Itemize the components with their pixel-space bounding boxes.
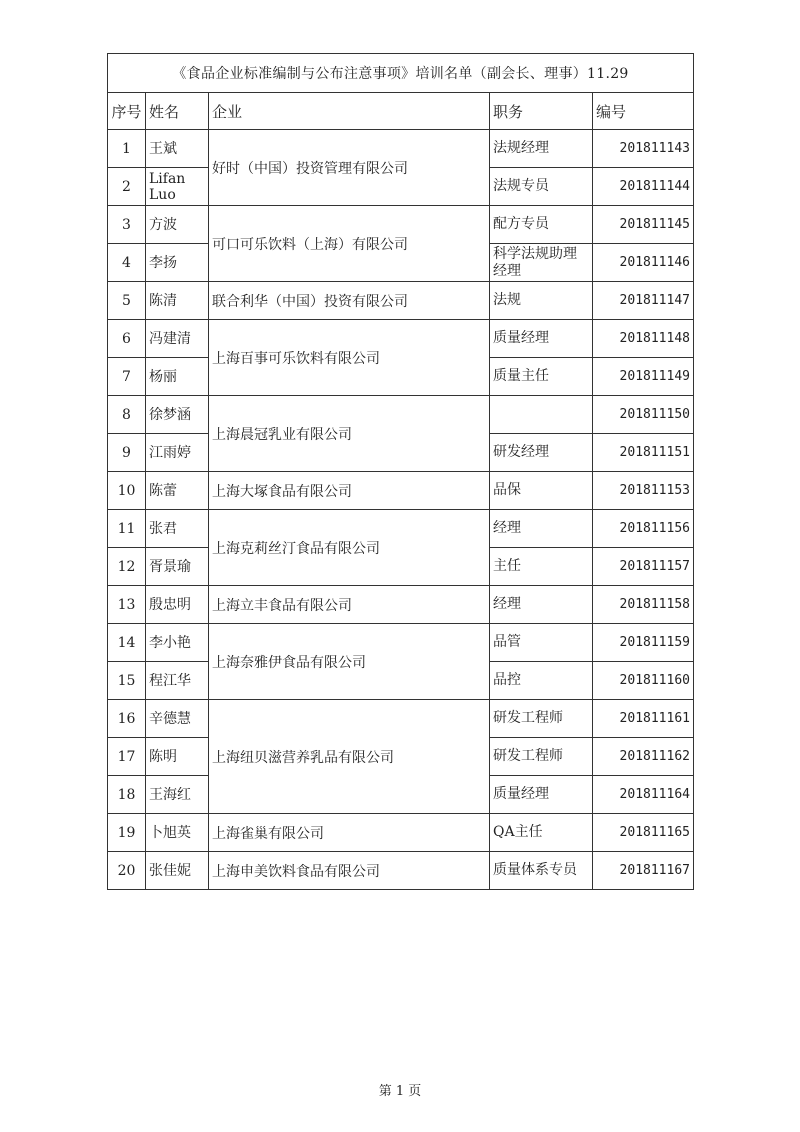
- row-code: 201811157: [593, 548, 694, 586]
- row-company: 上海雀巢有限公司: [209, 814, 490, 852]
- row-name: 李扬: [146, 244, 209, 282]
- row-no: 15: [108, 662, 146, 700]
- row-code: 201811153: [593, 472, 694, 510]
- table-row: [108, 472, 694, 510]
- row-company: 联合利华（中国）投资有限公司: [209, 282, 490, 320]
- row-company: 上海立丰食品有限公司: [209, 586, 490, 624]
- row-name: 徐梦涵: [146, 396, 209, 434]
- row-position: 质量体系专员: [490, 852, 593, 890]
- row-company: 上海百事可乐饮料有限公司: [209, 320, 490, 396]
- row-no: 6: [108, 320, 146, 358]
- row-position: 法规专员: [490, 168, 593, 206]
- row-name: 程江华: [146, 662, 209, 700]
- row-name: 方波: [146, 206, 209, 244]
- row-position: 品保: [490, 472, 593, 510]
- row-code: 201811165: [593, 814, 694, 852]
- row-name: 李小艳: [146, 624, 209, 662]
- table-row: [108, 130, 694, 168]
- row-name: 陈明: [146, 738, 209, 776]
- row-code: 201811150: [593, 396, 694, 434]
- table-row: [108, 624, 694, 662]
- row-position: 质量主任: [490, 358, 593, 396]
- row-no: 12: [108, 548, 146, 586]
- table-row: [108, 852, 694, 890]
- table-row: [108, 320, 694, 358]
- row-no: 3: [108, 206, 146, 244]
- row-company: 上海奈雅伊食品有限公司: [209, 624, 490, 700]
- row-no: 9: [108, 434, 146, 472]
- row-no: 5: [108, 282, 146, 320]
- header-row: [108, 93, 694, 130]
- row-name: 冯建清: [146, 320, 209, 358]
- table-row: [108, 814, 694, 852]
- row-position: 研发经理: [490, 434, 593, 472]
- row-no: 13: [108, 586, 146, 624]
- row-name: 卜旭英: [146, 814, 209, 852]
- row-no: 18: [108, 776, 146, 814]
- row-position: 品管: [490, 624, 593, 662]
- row-no: 17: [108, 738, 146, 776]
- row-position: 研发工程师: [490, 700, 593, 738]
- row-company: 可口可乐饮料（上海）有限公司: [209, 206, 490, 282]
- row-no: 11: [108, 510, 146, 548]
- row-name: 陈蕾: [146, 472, 209, 510]
- row-position: 配方专员: [490, 206, 593, 244]
- row-code: 201811161: [593, 700, 694, 738]
- row-name: 王海红: [146, 776, 209, 814]
- table-row: [108, 396, 694, 434]
- row-position: 品控: [490, 662, 593, 700]
- row-code: 201811146: [593, 244, 694, 282]
- row-no: 7: [108, 358, 146, 396]
- row-position: 法规: [490, 282, 593, 320]
- row-code: 201811147: [593, 282, 694, 320]
- row-code: 201811160: [593, 662, 694, 700]
- table-row: [108, 282, 694, 320]
- row-no: 4: [108, 244, 146, 282]
- table-title: 《食品企业标准编制与公布注意事项》培训名单（副会长、理事）11.29: [108, 54, 694, 93]
- row-no: 16: [108, 700, 146, 738]
- table-row: [108, 510, 694, 548]
- row-code: 201811159: [593, 624, 694, 662]
- row-position: 研发工程师: [490, 738, 593, 776]
- row-position: 科学法规助理经理: [490, 244, 593, 282]
- row-code: 201811145: [593, 206, 694, 244]
- table-row: [108, 700, 694, 738]
- row-position: 法规经理: [490, 130, 593, 168]
- table-row: [108, 206, 694, 244]
- row-code: 201811156: [593, 510, 694, 548]
- row-position: 质量经理: [490, 776, 593, 814]
- row-position: 经理: [490, 510, 593, 548]
- row-code: 201811162: [593, 738, 694, 776]
- row-no: 20: [108, 852, 146, 890]
- row-position: 经理: [490, 586, 593, 624]
- row-code: 201811164: [593, 776, 694, 814]
- row-name: 殷忠明: [146, 586, 209, 624]
- row-company: 上海大塚食品有限公司: [209, 472, 490, 510]
- header-position: 职务: [490, 93, 593, 130]
- row-name: 江雨婷: [146, 434, 209, 472]
- row-company: 上海申美饮料食品有限公司: [209, 852, 490, 890]
- row-no: 10: [108, 472, 146, 510]
- row-name: 杨丽: [146, 358, 209, 396]
- row-name: 王斌: [146, 130, 209, 168]
- row-name: 张佳妮: [146, 852, 209, 890]
- row-no: 19: [108, 814, 146, 852]
- row-code: 201811144: [593, 168, 694, 206]
- row-no: 2: [108, 168, 146, 206]
- row-code: 201811151: [593, 434, 694, 472]
- training-roster-table: [107, 53, 694, 890]
- row-name: 陈清: [146, 282, 209, 320]
- row-no: 14: [108, 624, 146, 662]
- row-name: 辛德慧: [146, 700, 209, 738]
- header-code: 编号: [593, 93, 694, 130]
- row-company: 上海纽贝滋营养乳品有限公司: [209, 700, 490, 814]
- row-position: QA主任: [490, 814, 593, 852]
- row-name: 胥景瑜: [146, 548, 209, 586]
- row-name: Lifan Luo: [146, 168, 209, 206]
- header-company: 企业: [209, 93, 490, 130]
- row-code: 201811149: [593, 358, 694, 396]
- row-company: 上海晨冠乳业有限公司: [209, 396, 490, 472]
- page-number: 第 1 页: [378, 1084, 422, 1099]
- row-company: 好时（中国）投资管理有限公司: [209, 130, 490, 206]
- header-no: 序号: [108, 93, 146, 130]
- row-company: 上海克莉丝汀食品有限公司: [209, 510, 490, 586]
- row-position: 质量经理: [490, 320, 593, 358]
- row-code: 201811148: [593, 320, 694, 358]
- row-position: 主任: [490, 548, 593, 586]
- header-name: 姓名: [146, 93, 209, 130]
- table-row: [108, 586, 694, 624]
- row-name: 张君: [146, 510, 209, 548]
- row-no: 8: [108, 396, 146, 434]
- row-position: [490, 396, 593, 434]
- row-code: 201811143: [593, 130, 694, 168]
- row-no: 1: [108, 130, 146, 168]
- row-code: 201811167: [593, 852, 694, 890]
- row-code: 201811158: [593, 586, 694, 624]
